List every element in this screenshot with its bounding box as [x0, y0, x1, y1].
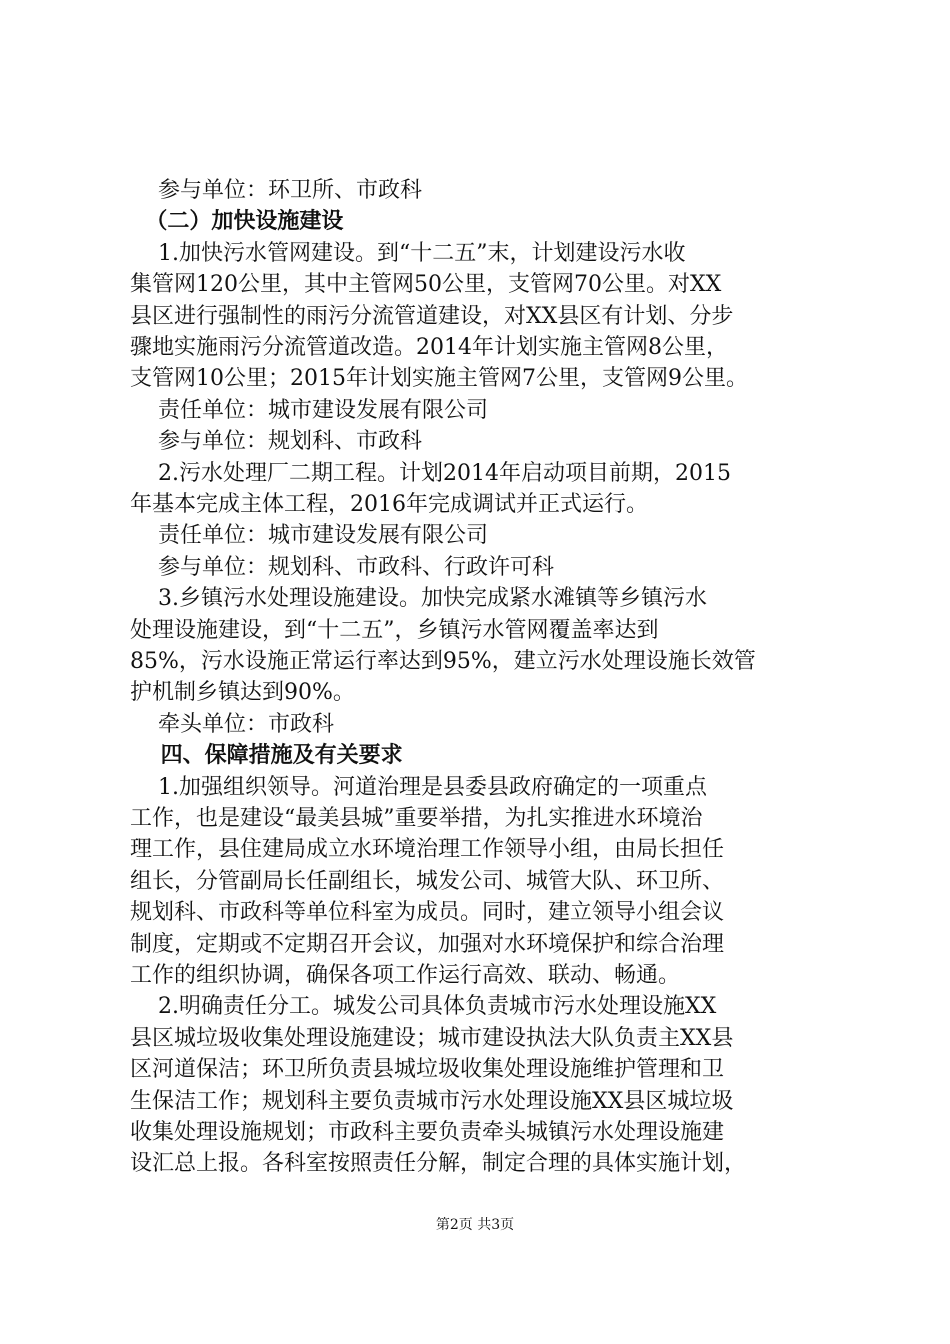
text-line: 责任单位：城市建设发展有限公司 — [130, 523, 488, 549]
text-line: 处理设施建设，到“十二五”，乡镇污水管网覆盖率达到 — [130, 617, 659, 643]
text-line: 工作的组织协调，确保各项工作运行高效、联动、畅通。 — [130, 963, 681, 988]
text-line: 收集处理设施规划；市政科主要负责牵头城镇污水处理设施建 — [130, 1120, 725, 1145]
text-line: 县区城垃圾收集处理设施建设；城市建设执法大队负责主XX县 — [130, 1025, 734, 1051]
text-line: 县区进行强制性的雨污分流管道建设，对XX县区有计划、分步 — [130, 303, 734, 329]
text-line: 护机制乡镇达到90%。 — [130, 680, 355, 706]
text-line: 生保洁工作；规划科主要负责城市污水处理设施XX县区城垃圾 — [130, 1088, 734, 1114]
text-line: 85%，污水设施正常运行率达到95%，建立污水处理设施长效管 — [130, 649, 756, 674]
text-line: 1.加快污水管网建设。到“十二五”末，计划建设污水收 — [130, 240, 686, 266]
text-line: 制度，定期或不定期召开会议，加强对水环境保护和综合治理 — [130, 931, 725, 957]
text-line: 责任单位：城市建设发展有限公司 — [130, 397, 488, 423]
text-line: 组长，分管副局长任副组长，城发公司、城管大队、环卫所、 — [130, 868, 725, 894]
text-line: 骤地实施雨污分流管道改造。2014年计划实施主管网8公里， — [130, 335, 728, 360]
text-line: 支管网10公里；2015年计划实施主管网7公里，支管网9公里。 — [130, 366, 748, 392]
text-line: 集管网120公里，其中主管网50公里，支管网70公里。对XX — [130, 272, 722, 298]
text-line: 区河道保洁；环卫所负责县城垃圾收集处理设施维护管理和卫 — [130, 1057, 725, 1083]
text-line: 设汇总上报。各科室按照责任分解，制定合理的具体实施计划， — [130, 1151, 747, 1177]
text-line: 2.污水处理厂二期工程。计划2014年启动项目前期，2015 — [130, 460, 731, 486]
text-line: 规划科、市政科等单位科室为成员。同时，建立领导小组会议 — [130, 900, 725, 926]
text-line: 年基本完成主体工程，2016年完成调试并正式运行。 — [130, 492, 648, 517]
text-line: 2.明确责任分工。城发公司具体负责城市污水处理设施XX — [130, 994, 717, 1020]
text-line: 工作，也是建设“最美县城”重要举措，为扎实推进水环境治 — [130, 806, 703, 831]
page-footer: 第2页 共3页 — [435, 1217, 515, 1233]
text-line: 参与单位：规划科、市政科、行政许可科 — [130, 554, 554, 580]
text-line: 参与单位：规划科、市政科 — [130, 429, 422, 455]
text-line: 理工作，县住建局成立水环境治理工作领导小组，由局长担任 — [130, 837, 725, 863]
text-line: 1.加强组织领导。河道治理是县委县政府确定的一项重点 — [130, 774, 707, 800]
section-heading: （二）加快设施建设 — [130, 209, 344, 235]
text-line: 牵头单位：市政科 — [130, 711, 334, 737]
section-heading: 四、保障措施及有关要求 — [130, 743, 403, 769]
text-line: 3.乡镇污水处理设施建设。加快完成紧水滩镇等乡镇污水 — [130, 586, 707, 612]
text-line: 参与单位：环卫所、市政科 — [130, 178, 422, 203]
